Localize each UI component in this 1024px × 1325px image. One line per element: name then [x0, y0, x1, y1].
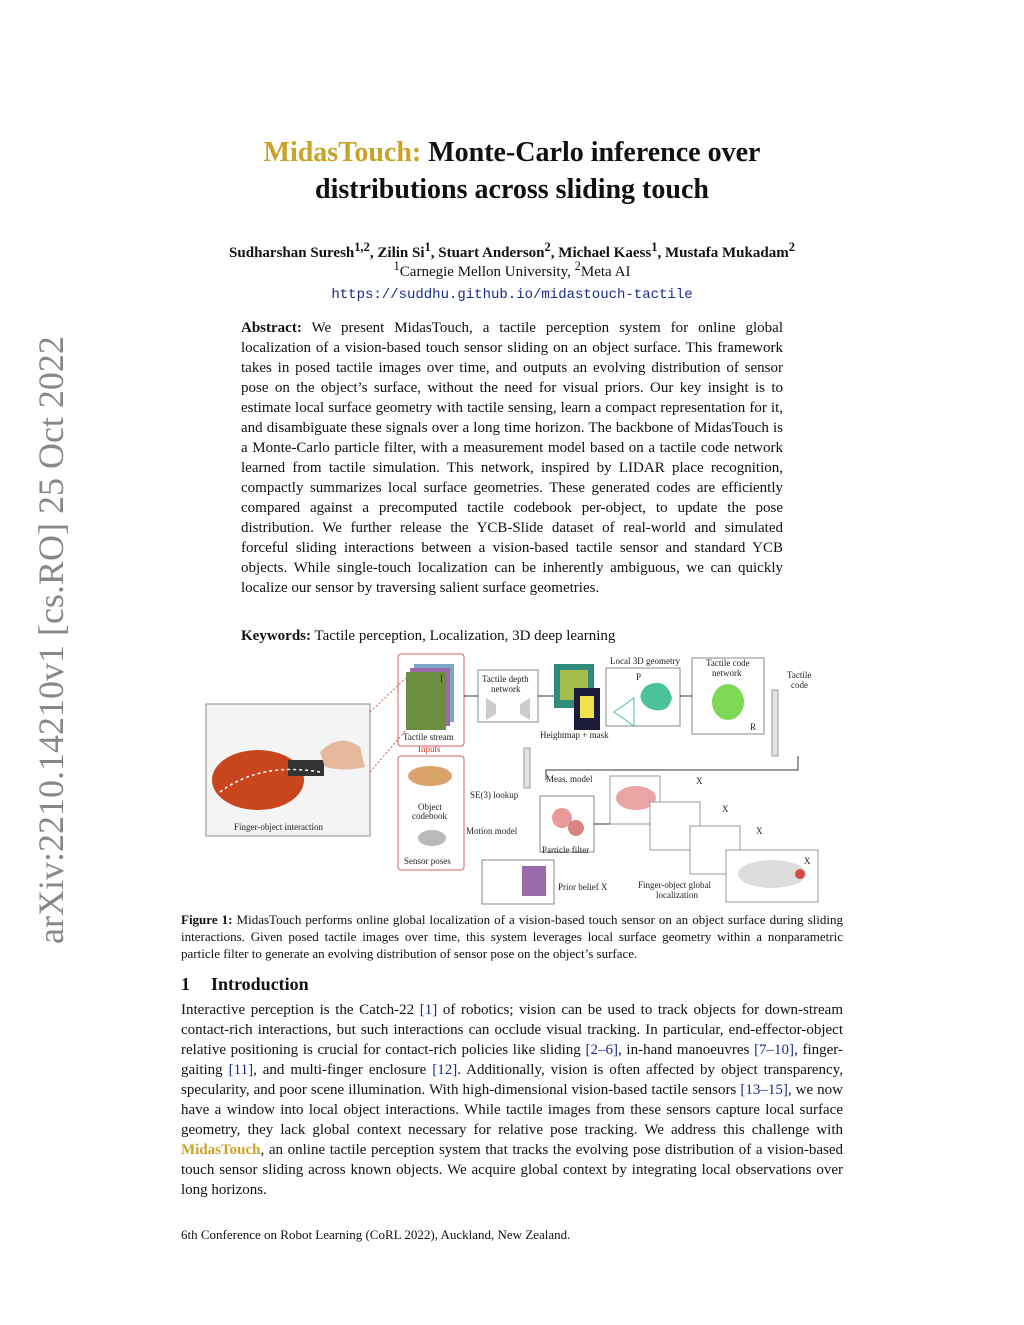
connector-dashed [370, 730, 406, 772]
label-local-geometry: Local 3D geometry [610, 656, 680, 666]
figure-1-diagram [200, 652, 824, 906]
keywords-text: Tactile perception, Localization, 3D deep learning [314, 628, 616, 644]
abstract [241, 318, 783, 598]
conference-footer: 6th Conference on Robot Learning (CoRL 2022), Auckland, New Zealand. [181, 1227, 571, 1242]
arxiv-sidebar [28, 336, 74, 944]
label-finger-object: Finger-object interaction [234, 822, 324, 832]
abstract-text: We present MidasTouch, a tactile perception system for online global localization of a vision-based touch sensor sliding on an object surface. This framework takes in posed tactile images over time, and outputs an evolving distribution of sensor pose on the object’s surface, without the need for visual priors. Our key insight is to estimate local surface geometry with tactile sensing, learn a compact representation for it, and disambiguate these signals over a long time horizon. The backbone of MidasTouch is a Monte-Carlo particle filter, with a measurement model based on a tactile code network learned from tactile simulation. This network, inspired by LIDAR place recognition, compactly summarizes local surface geometries. These generated codes are efficiently compared against a precomputed tactile codebook per-object, to update the pose distribution. We further release the YCB-Slide dataset of real-world and simulated forceful sliding interactions between a vision-based tactile sensor and standard YCB objects. While single-touch localization can be inherently ambiguous, we can quickly localize our sensor by traversing salient surface geometries. [241, 320, 783, 596]
label-pt: P [636, 672, 642, 682]
citation-link[interactable]: [13–15] [740, 1082, 788, 1098]
citation-link[interactable]: [12] [432, 1062, 458, 1078]
belief-peak [795, 869, 805, 879]
keywords-label: Keywords: [241, 628, 311, 644]
author: Sudharshan Suresh$^{1,2}$ [229, 240, 370, 261]
label-xt1: X [756, 826, 763, 836]
label-network: network [491, 684, 521, 694]
label-code-net-2: network [712, 668, 742, 678]
affiliations: $^1$Carnegie Mellon University, $^2$Meta AI [393, 259, 631, 280]
text-run: , we now have a window into local object interactions. While tactile images from these sensors capture local surface geometry, they lack global context necessary for relative pose tracking. We address this challenge with [181, 1082, 843, 1138]
section-heading [181, 974, 309, 995]
caption-label: Figure 1: [181, 912, 233, 927]
label-prior-belief: Prior belief X [558, 882, 608, 892]
object-codebook-shape [408, 766, 452, 786]
tactile-code-bar [772, 690, 778, 756]
label-inputs: Inputs [418, 744, 441, 754]
label-tactile-code-1: Tactile [787, 670, 812, 680]
section-number: 1 [181, 974, 190, 994]
text-run: Interactive perception is the Catch-22 [181, 1002, 420, 1018]
author: Stuart Anderson$^2$ [438, 240, 551, 261]
connector-dashed [370, 678, 406, 712]
citation-link[interactable]: [1] [419, 1002, 438, 1018]
title-line-2: distributions across sliding touch [315, 174, 709, 205]
abstract-label: Abstract: [241, 320, 302, 336]
project-url-link[interactable]: https://suddhu.github.io/midastouch-tactile [331, 287, 693, 303]
text-run: , an online tactile perception system that tracks the evolving pose distribution of a vision-based touch sensor sliding across known objects. We acquire global context by integrating local observations over long horizons. [181, 1142, 843, 1198]
figure-caption [181, 911, 843, 962]
label-se3: SE(3) lookup [470, 790, 519, 800]
author: Michael Kaess$^1$ [558, 240, 658, 261]
label-meas-model: Meas. model [546, 774, 593, 784]
code-bar-small [524, 748, 530, 788]
label-fo-global-2: localization [656, 890, 698, 900]
arxiv-identifier: arXiv:2210.14210v1 [cs.RO] 25 Oct 2022 [31, 336, 71, 944]
citation-link[interactable]: [11] [228, 1062, 254, 1078]
text-run: , and multi-finger enclosure [253, 1062, 433, 1078]
citation-link[interactable]: [7–10] [754, 1042, 795, 1058]
drill-shape [212, 750, 304, 810]
label-sensor-poses: Sensor poses [404, 856, 451, 866]
mask-highlight [580, 696, 594, 718]
author: Mustafa Mukadam$^2$ [664, 240, 795, 261]
label-tactile-depth: Tactile depth [482, 674, 529, 684]
sensor-poses-shape [418, 830, 446, 846]
author: Zilin Si$^1$ [377, 240, 431, 261]
label-object-codebook-1: Object [418, 802, 442, 812]
text-run: of robotics; vision can be used to track objects for down-stream contact-rich interactions, but such interactions can occlude visual tracking. In particular, end-effector-object relative positioning is crucial for contact-rich policies like sliding [181, 1002, 844, 1058]
intro-paragraph [181, 1000, 843, 1200]
paper-title [150, 134, 874, 208]
keywords [241, 628, 783, 645]
citation-link[interactable]: [2–6] [585, 1042, 618, 1058]
text-run: , finger-gaiting [181, 1042, 843, 1078]
caption-text: MidasTouch performs online global localization of a vision-based touch sensor on an object surface during sliding interactions. Given posed tactile images over time, this system leverages local surface geometry within a nonparametric particle filter to generate an evolving distribution of sensor pose on the object’s surface. [181, 912, 844, 961]
label-tactile-stream: Tactile stream [403, 732, 454, 742]
particles [568, 820, 584, 836]
label-it: I [440, 674, 443, 684]
label-xdots: X [722, 804, 729, 814]
label-code-net-1: Tactile code [706, 658, 750, 668]
label-particle-filter: Particle filter [542, 845, 590, 855]
author-list: Sudharshan Suresh$^{1,2}$, Zilin Si$^1$, Stuart Anderson$^2$, Michael Kaess$^1$, Mustafa Mukadam$^2$ [229, 240, 795, 261]
title-accent: MidasTouch: [263, 137, 422, 168]
label-motion-model: Motion model [466, 826, 518, 836]
label-r256: R [750, 722, 757, 732]
section-title: Introduction [211, 974, 309, 994]
text-run: . Additionally, vision is often affected by object transparency, specularity, and poor scene illumination. With high-dimensional vision-based tactile sensors [181, 1062, 843, 1098]
text-run: , in-hand manoeuvres [617, 1042, 755, 1058]
label-x0: X [696, 776, 703, 786]
drill-nose [288, 760, 324, 776]
label-tactile-code-2: code [791, 680, 808, 690]
label-xt: X [804, 856, 811, 866]
midastouch-highlight: MidasTouch [181, 1142, 261, 1158]
prior-belief-image [522, 866, 546, 896]
code-network-icon [712, 684, 744, 720]
label-object-codebook-2: codebook [412, 811, 447, 821]
title-rest: Monte-Carlo inference over [421, 137, 761, 168]
label-fo-global-1: Finger-object global [638, 880, 712, 890]
label-heightmap: Heightmap + mask [540, 730, 609, 740]
